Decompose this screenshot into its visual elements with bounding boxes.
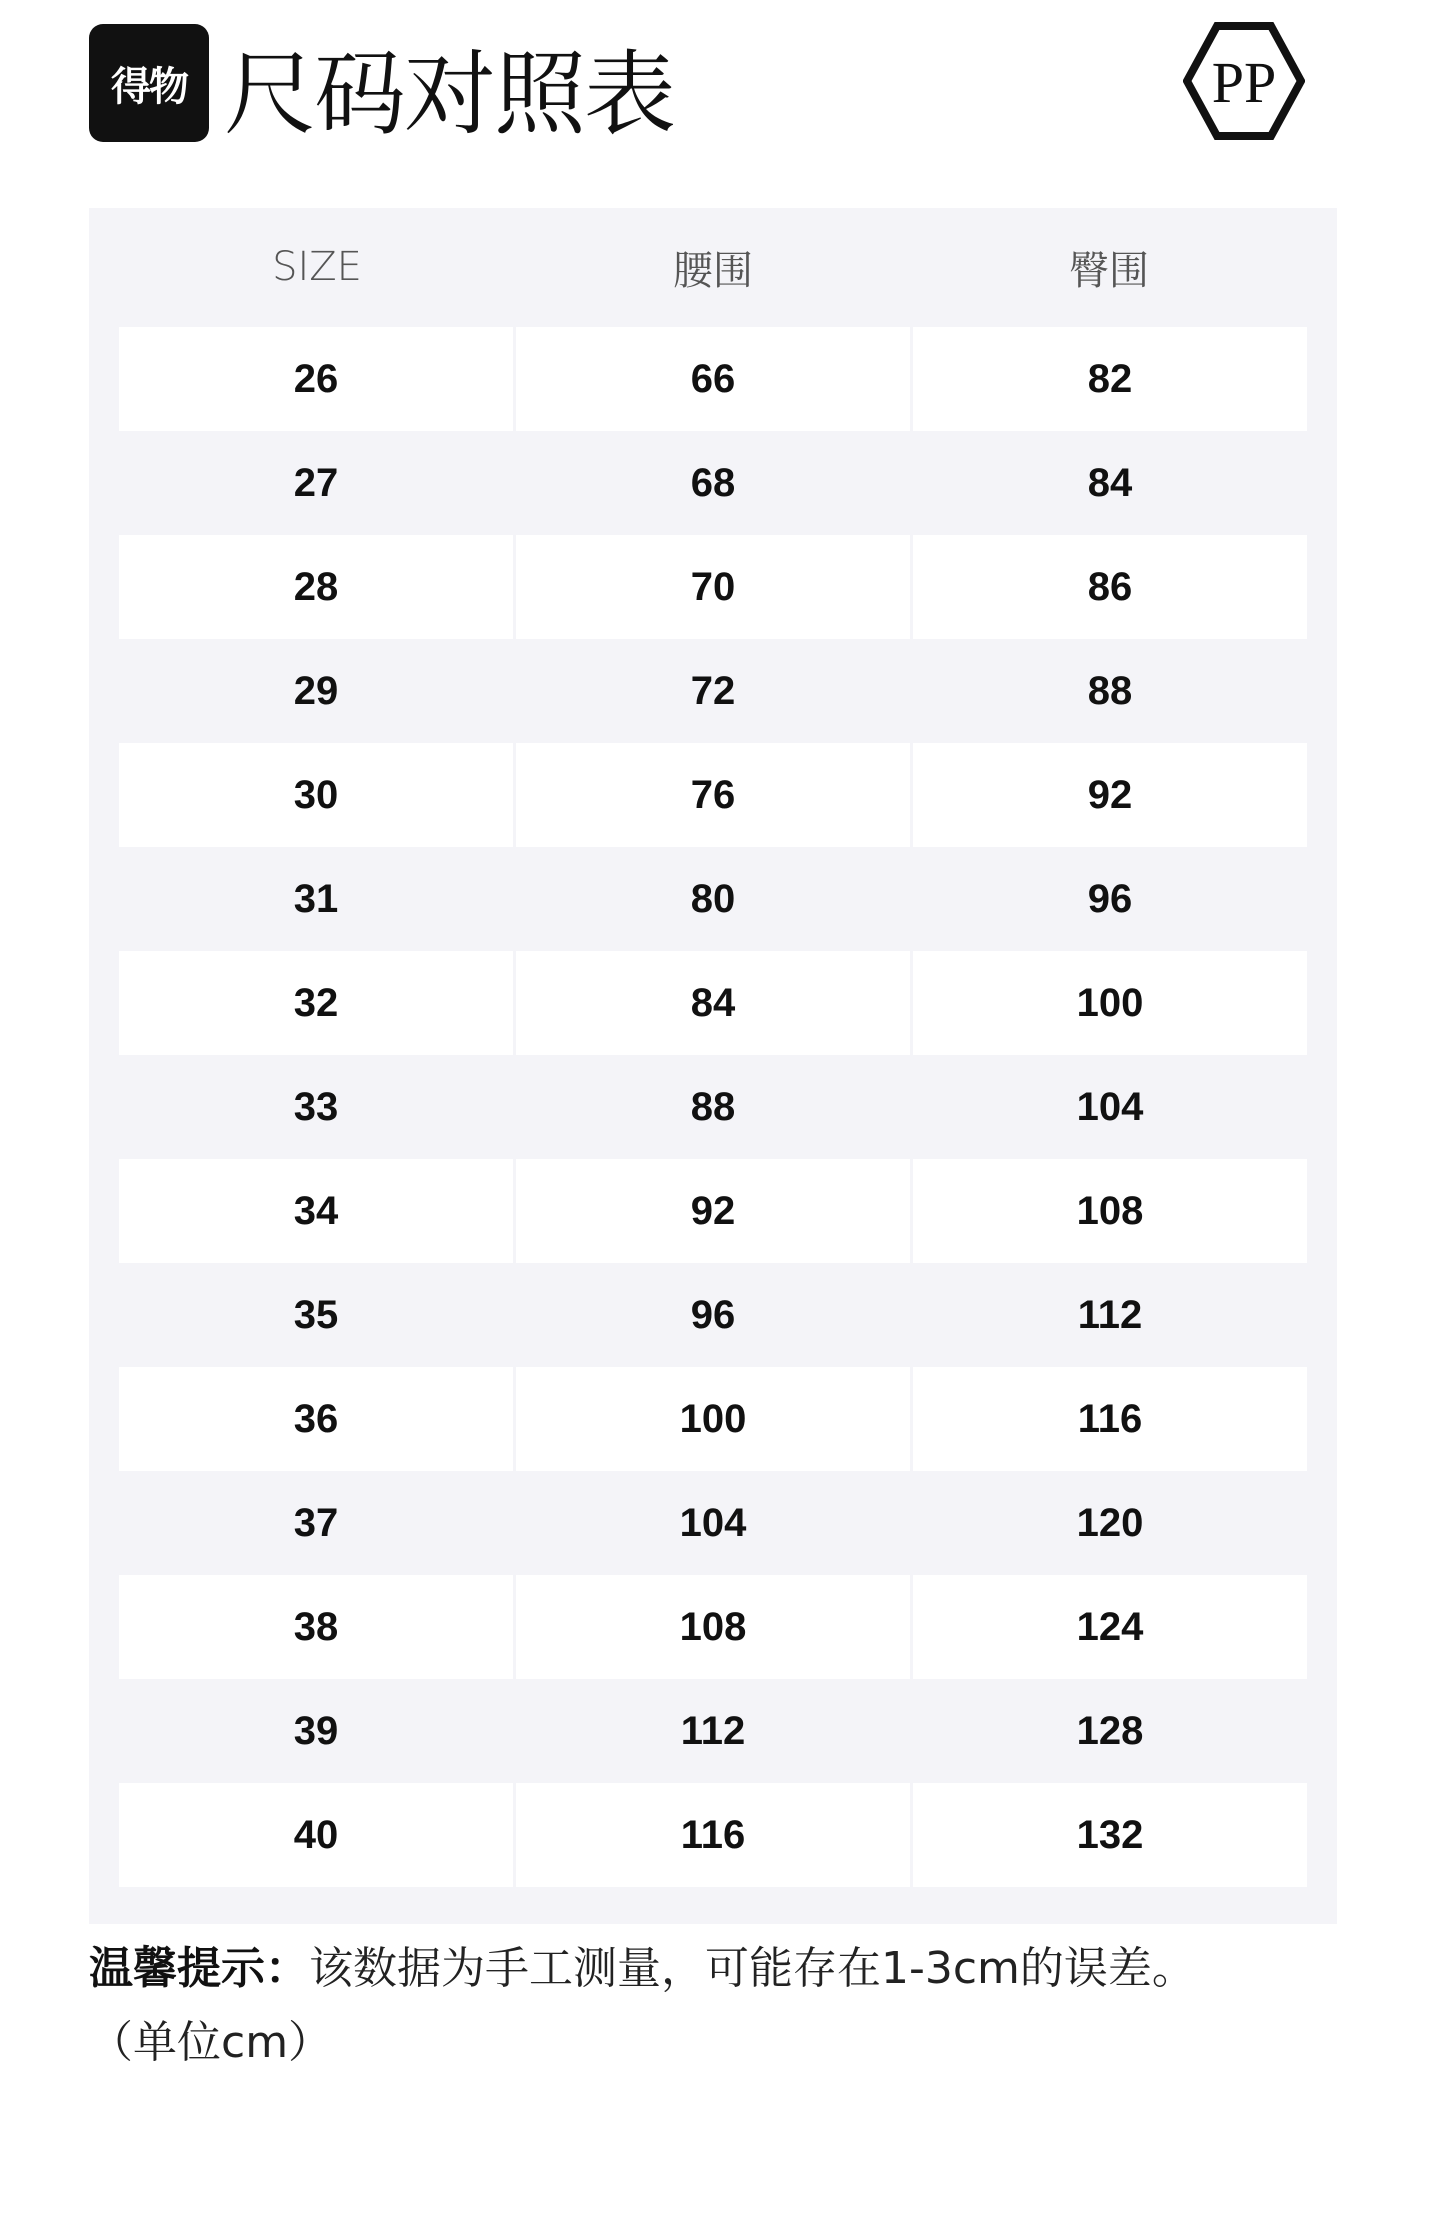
cell-waist: 84 [516, 951, 910, 1055]
cell-waist: 72 [516, 639, 910, 743]
cell-hip: 82 [913, 327, 1307, 431]
brand-badge-text: 得物 [111, 63, 187, 110]
cell-size: 27 [119, 431, 513, 535]
cell-size: 32 [119, 951, 513, 1055]
cell-size: 33 [119, 1055, 513, 1159]
cell-hip: 92 [913, 743, 1307, 847]
cell-size: 26 [119, 327, 513, 431]
cell-hip: 96 [913, 847, 1307, 951]
cell-size: 38 [119, 1575, 513, 1679]
cell-hip: 88 [913, 639, 1307, 743]
cell-size: 29 [119, 639, 513, 743]
table-row [119, 951, 1307, 1055]
cell-hip: 84 [913, 431, 1307, 535]
table-row [119, 847, 1307, 951]
table-row [119, 1679, 1307, 1783]
size-table [89, 208, 1337, 1924]
cell-size: 34 [119, 1159, 513, 1263]
column-header-waist: 腰围 [673, 247, 753, 294]
cell-hip: 120 [913, 1471, 1307, 1575]
cell-waist: 96 [516, 1263, 910, 1367]
header [0, 0, 1440, 160]
cell-size: 40 [119, 1783, 513, 1887]
cell-waist: 70 [516, 535, 910, 639]
cell-waist: 100 [516, 1367, 910, 1471]
cell-waist: 108 [516, 1575, 910, 1679]
note-label: 温馨提示： [89, 1943, 309, 1994]
table-row [119, 1263, 1307, 1367]
cell-hip: 128 [913, 1679, 1307, 1783]
table-row [119, 327, 1307, 431]
brand-badge [89, 24, 209, 142]
table-row [119, 743, 1307, 847]
cell-waist: 112 [516, 1679, 910, 1783]
table-body [119, 327, 1307, 1887]
cell-size: 28 [119, 535, 513, 639]
page-title: 尺码对照表 [224, 41, 675, 148]
cell-waist: 92 [516, 1159, 910, 1263]
table-header [119, 208, 1307, 326]
note-unit: （单位cm） [89, 2017, 333, 2068]
brand-logo-icon [1183, 20, 1305, 142]
cell-size: 36 [119, 1367, 513, 1471]
cell-hip: 100 [913, 951, 1307, 1055]
cell-hip: 108 [913, 1159, 1307, 1263]
table-row [119, 1783, 1307, 1887]
column-header-size: SIZE [272, 244, 362, 290]
cell-hip: 124 [913, 1575, 1307, 1679]
table-row [119, 431, 1307, 535]
table-row [119, 1159, 1307, 1263]
table-row [119, 1055, 1307, 1159]
cell-waist: 80 [516, 847, 910, 951]
table-row [119, 639, 1307, 743]
cell-waist: 66 [516, 327, 910, 431]
cell-size: 31 [119, 847, 513, 951]
cell-size: 35 [119, 1263, 513, 1367]
cell-hip: 112 [913, 1263, 1307, 1367]
cell-hip: 116 [913, 1367, 1307, 1471]
note-text: 该数据为手工测量，可能存在1-3cm的误差。 [309, 1943, 1196, 1994]
cell-waist: 104 [516, 1471, 910, 1575]
cell-hip: 104 [913, 1055, 1307, 1159]
column-header-hip: 臀围 [1069, 247, 1149, 294]
table-row [119, 1471, 1307, 1575]
cell-size: 30 [119, 743, 513, 847]
logo-monogram: PP [1211, 50, 1277, 115]
table-row [119, 1367, 1307, 1471]
cell-waist: 116 [516, 1783, 910, 1887]
measurement-note [89, 1932, 1349, 2080]
cell-waist: 88 [516, 1055, 910, 1159]
cell-waist: 68 [516, 431, 910, 535]
cell-size: 37 [119, 1471, 513, 1575]
table-row [119, 535, 1307, 639]
cell-hip: 86 [913, 535, 1307, 639]
cell-size: 39 [119, 1679, 513, 1783]
cell-waist: 76 [516, 743, 910, 847]
table-row [119, 1575, 1307, 1679]
cell-hip: 132 [913, 1783, 1307, 1887]
